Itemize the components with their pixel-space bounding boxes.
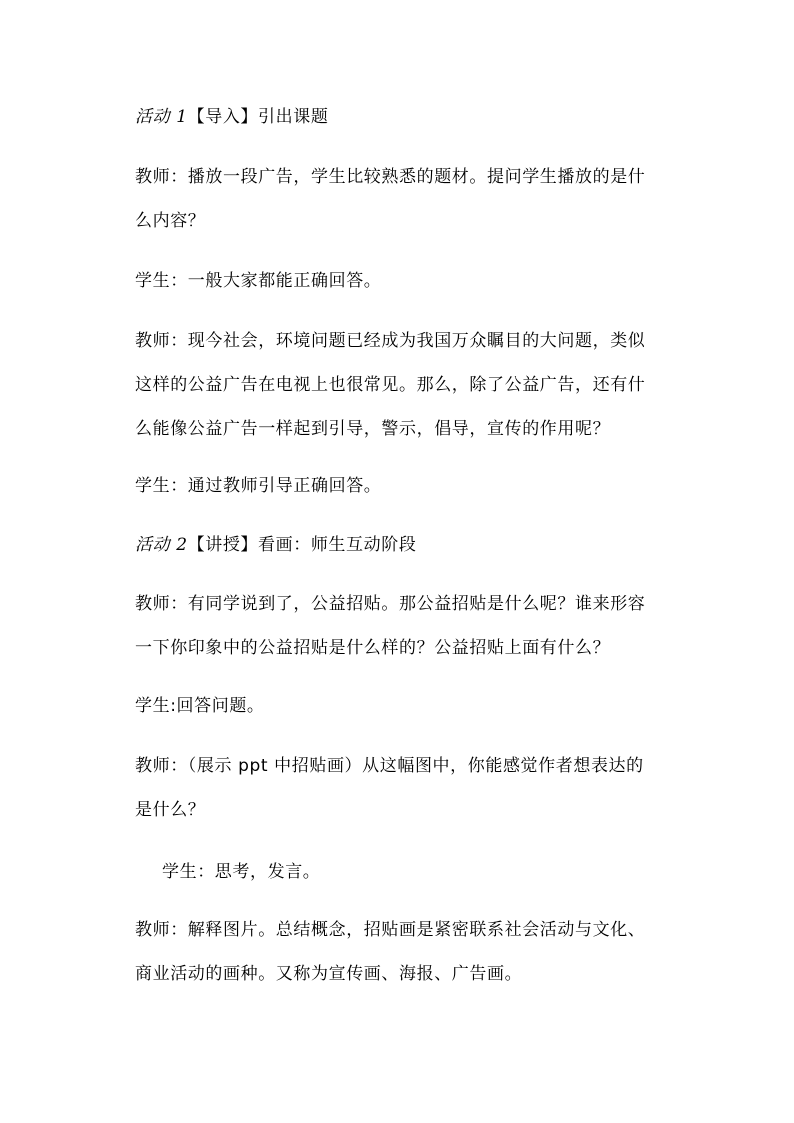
paragraph-line: 么能像公益广告一样起到引导，警示，倡导，宣传的作用呢？: [135, 419, 611, 439]
paragraph-line: 学生：一般大家都能正确回答。: [135, 271, 382, 291]
paragraph-line: 这样的公益广告在电视上也很常见。那么，除了公益广告，还有什: [135, 375, 646, 395]
paragraph-line: 教师：（展示 ppt 中招贴画）从这幅图中，你能感觉作者想表达的: [135, 756, 644, 776]
paragraph-line: 教师：解释图片。总结概念，招贴画是紧密联系社会活动与文化、: [135, 920, 646, 940]
paragraph-line: 教师：有同学说到了，公益招贴。那公益招贴是什么呢？谁来形容: [135, 594, 646, 614]
paragraph-line: 学生:回答问题。: [135, 696, 265, 716]
paragraph-line: 教师：现今社会，环境问题已经成为我国万众瞩目的大问题，类似: [135, 331, 646, 351]
activity-2-heading: [135, 534, 695, 556]
paragraph-line: 学生：通过教师引导正确回答。: [135, 476, 382, 496]
activity-2-lead: 活动 2: [135, 535, 188, 555]
paragraph-line: 么内容？: [135, 211, 206, 231]
paragraph-line: 学生：思考，发言。: [162, 862, 321, 882]
activity-2-title: 【讲授】看画：师生互动阶段: [187, 535, 417, 555]
paragraph-line: 一下你印象中的公益招贴是什么样的？公益招贴上面有什么？: [135, 638, 611, 658]
paragraph-line: 是什么？: [135, 800, 206, 820]
activity-1-lead: 活动 1: [135, 107, 188, 127]
activity-1-title: 【导入】引出课题: [187, 107, 329, 127]
paragraph-line: 商业活动的画种。又称为宣传画、海报、广告画。: [135, 964, 523, 984]
activity-1-heading: [135, 106, 695, 128]
paragraph-line: 教师：播放一段广告，学生比较熟悉的题材。提问学生播放的是什: [135, 167, 646, 187]
